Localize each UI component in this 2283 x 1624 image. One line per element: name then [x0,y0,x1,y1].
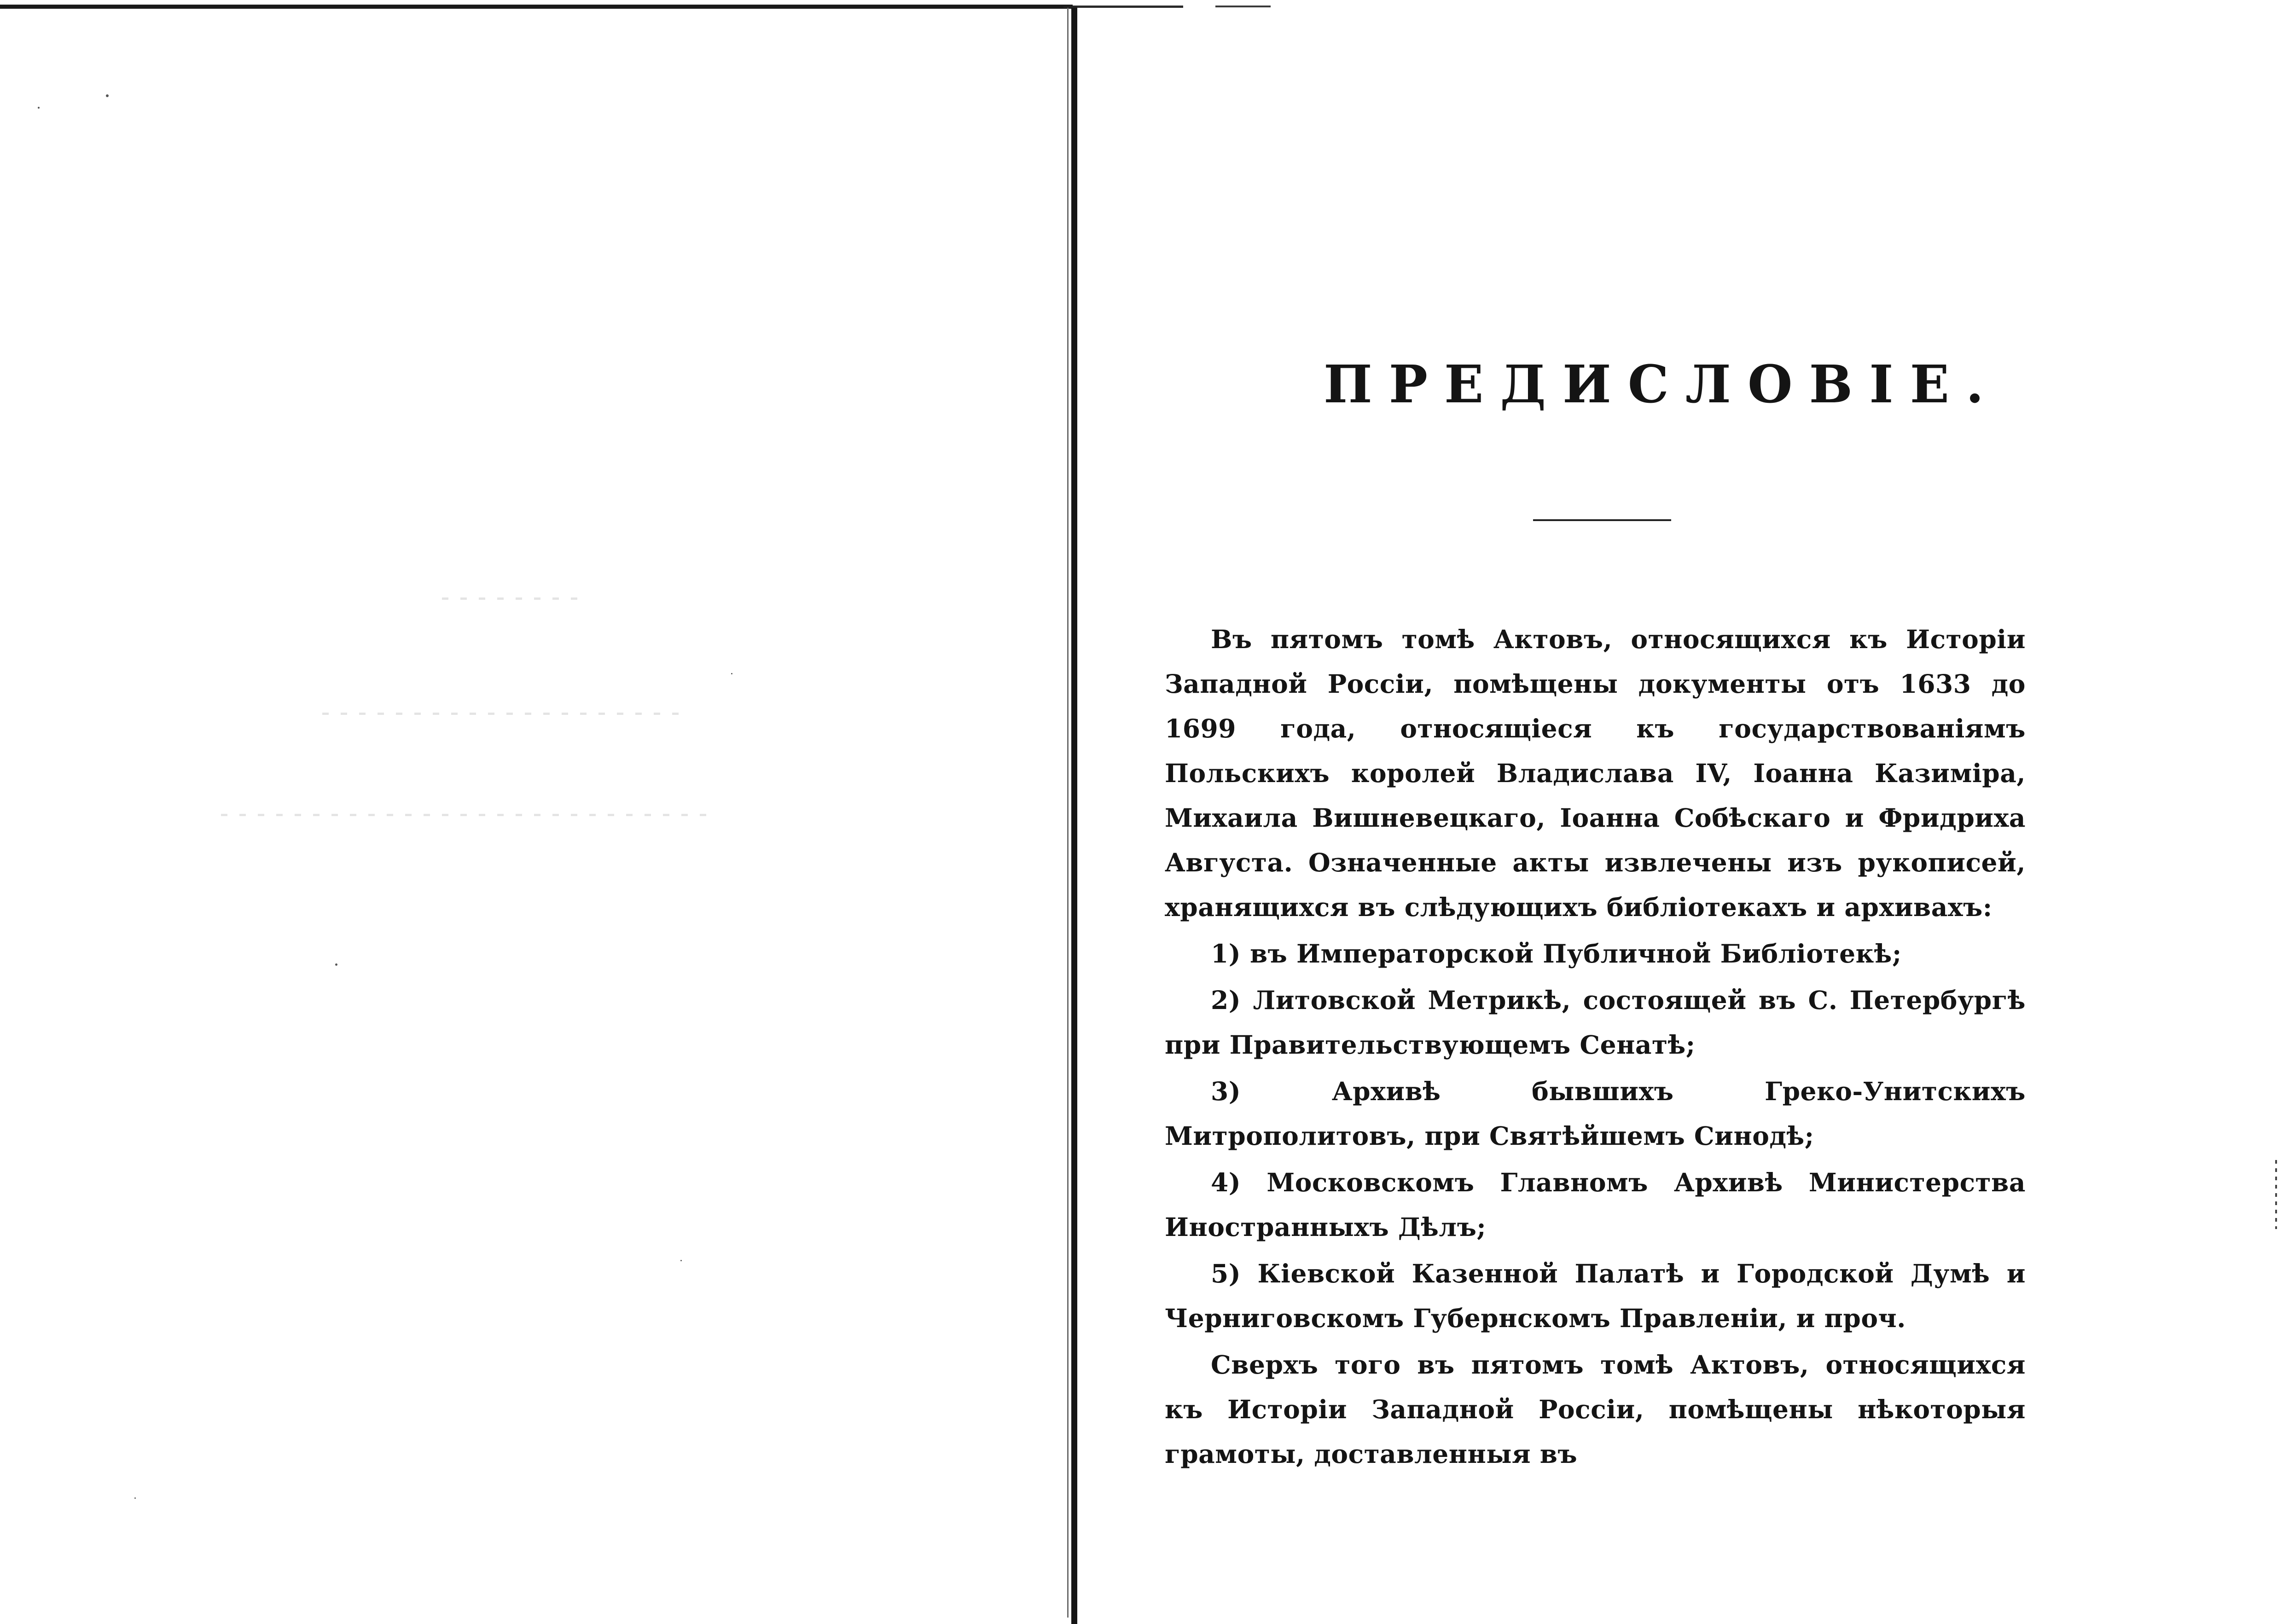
scan-speck [731,673,732,674]
book-gutter [1071,6,1077,1624]
scan-speck [134,1497,136,1499]
page-title: ПРЕДИСЛОВІЕ. [1324,354,2000,415]
scan-speck [106,94,109,97]
paragraph-continuation: Сверхъ того въ пятомъ томѣ Актовъ, относящихся къ Исторіи Западной Россіи, помѣщены нѣкоторыя грамоты, доставленныя въ [1165,1350,2026,1469]
show-through-text [442,597,580,600]
scan-top-edge-left [0,5,1073,9]
scan-top-edge-middle [1073,6,1183,8]
paragraph-intro: Въ пятомъ томѣ Актовъ, относящихся къ Исторіи Западной Россіи, помѣщены документы отъ 1633 до 1699 года, относящіеся къ государствованіямъ Польскихъ королей Владислава IV, Іоанна Казиміра, Михаила Вишневецкаго, Іоанна Собѣскаго и Фридриха Августа. Означенные акты извлечены изъ рукописей, хранящихся въ слѣдующихъ библіотекахъ и архивахъ: [1165,624,2026,922]
list-item-2: 2) Литовской Метрикѣ, состоящей въ С. Петербургѣ при Правительствующемъ Сенатѣ; [1165,985,2026,1060]
page-edge-mark [2275,1160,2277,1229]
show-through-text [322,713,681,715]
list-item-5: 5) Кіевской Казенной Палатѣ и Городской Думѣ и Черниговскомъ Губернскомъ Правленіи, и проч. [1165,1259,2026,1333]
preface-text [1165,617,2026,1476]
scan-speck [680,1260,682,1261]
title-divider [1533,519,1671,521]
scan-speck [38,107,40,109]
list-item-4: 4) Московскомъ Главномъ Архивѣ Министерства Иностранныхъ Дѣлъ; [1165,1167,2026,1242]
scan-top-edge-right [1215,6,1271,7]
gutter-shadow [1067,6,1069,1618]
spine-tick [1063,6,1077,8]
list-item-3: 3) Архивѣ бывшихъ Греко-Унитскихъ Митрополитовъ, при Святѣйшемъ Синодѣ; [1165,1076,2026,1151]
scan-speck [335,963,337,966]
list-item-1: 1) въ Императорской Публичной Библіотекѣ; [1211,939,1902,969]
show-through-text [221,814,709,816]
